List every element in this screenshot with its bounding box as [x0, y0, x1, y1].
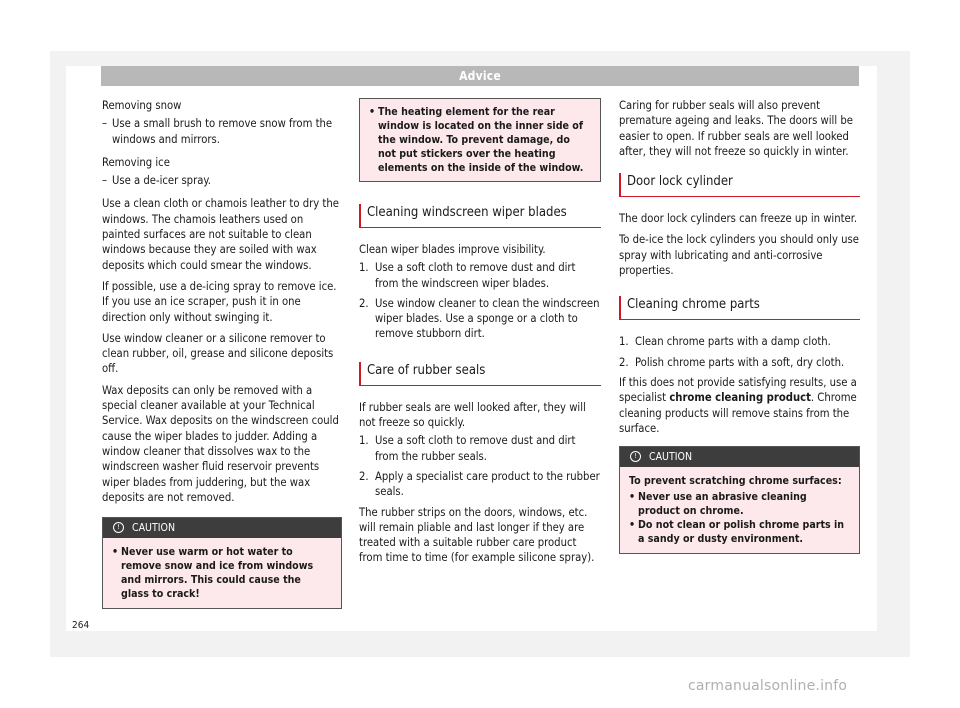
step-item: 2. Apply a specialist care product to the rubber seals. [359, 469, 600, 499]
heading-rule [619, 319, 860, 320]
step-item: 2. Polish chrome parts with a soft, dry cloth. [619, 355, 845, 369]
dash-marker: – [102, 117, 108, 131]
paragraph: Caring for rubber seals will also prevent premature ageing and leaks. The doors will be easier to open. If rubber seals are well looked after, they will not freeze so quickly in winter. [619, 99, 853, 158]
section-heading-lock: Door lock cylinder [619, 173, 860, 197]
caution-icon: ! [113, 522, 124, 533]
heading-rule [359, 227, 601, 228]
caution-header: ! CAUTION [620, 447, 859, 467]
heading-removing-snow: Removing snow [102, 99, 182, 112]
step-item: 1. Clean chrome parts with a damp cloth. [619, 335, 831, 349]
caution-intro: To prevent scratching chrome surfaces: [629, 475, 842, 488]
caution-box [619, 446, 860, 554]
paragraph: To de-ice the lock cylinders you should only use spray with lubricating and anti-corrosive properties. [619, 233, 859, 278]
heading-accent-bar [359, 362, 361, 386]
paragraph: If possible, use a de-icing spray to remove ice. If you use an ice scraper, push it in one direction only without swinging it. [102, 279, 337, 324]
watermark: carmanualsonline.info [688, 678, 848, 694]
paragraph: If this does not provide satisfying results, use a specialist chrome cleaning product. Chrome cleaning products will remove stains from the surface. [619, 375, 857, 435]
caution-icon: ! [630, 451, 641, 462]
step-item: 1. Use a soft cloth to remove dust and dirt from the rubber seals. [359, 434, 576, 463]
paragraph: The rubber strips on the doors, windows, etc. will remain pliable and last longer if they are treated with a suitable rubber care product from time to time (for example silicone spray). [359, 505, 595, 565]
step-number: 1. [619, 335, 629, 349]
list-item: – Use a de-icer spray. [102, 174, 211, 188]
paragraph: Clean wiper blades improve visibility. [359, 243, 546, 256]
column-2 [359, 98, 601, 572]
heading-accent-bar [619, 173, 621, 197]
column-3 [619, 98, 860, 554]
step-item: 2. Use window cleaner to clean the windscreen wiper blades. Use a sponge or a cloth to remove stubborn dirt. [359, 296, 600, 341]
paragraph: If rubber seals are well looked after, they will not freeze so quickly. [359, 400, 586, 430]
step-number: 2. [359, 469, 369, 483]
step-number: 2. [619, 355, 629, 369]
heading-accent-bar [359, 204, 361, 228]
caution-header: ! CAUTION [103, 518, 341, 538]
step-number: 2. [359, 296, 369, 310]
section-heading-chrome: Cleaning chrome parts [619, 296, 860, 320]
emphasis: chrome cleaning product [669, 391, 811, 405]
paragraph: The door lock cylinders can freeze up in winter. [619, 212, 858, 226]
bullet-icon: • [369, 106, 376, 118]
list-item: • Never use an abrasive cleaning product on chrome. [629, 491, 807, 518]
section-header: Advice [101, 66, 859, 86]
step-number: 1. [359, 434, 369, 448]
paragraph: Wax deposits can only be removed with a special cleaner available at your Technical Service. Wax deposits on the windscreen could cause the wiper blades to judder. Adding a window cleaner that dissolves wax to the windscreen washer fluid reservoir prevents wiper blades from juddering, but the wax deposits are not removed. [102, 383, 339, 504]
step-item: 1. Use a soft cloth to remove dust and dirt from the windscreen wiper blades. [359, 261, 576, 290]
heading-rule [359, 385, 601, 386]
step-number: 1. [359, 261, 369, 275]
paragraph: Use a clean cloth or chamois leather to dry the windows. The chamois leathers used on painted surfaces are not suitable to clean windows because they are soiled with wax deposits which could smear the windows. [102, 197, 339, 272]
dash-marker: – [102, 174, 108, 188]
list-item: • Never use warm or hot water to remove snow and ice from windows and mirrors. This could cause the glass to crack! [112, 546, 314, 601]
bullet-icon: • [629, 491, 636, 504]
page-number: 264 [72, 620, 90, 631]
bullet-icon: • [112, 546, 119, 559]
list-item: – Use a small brush to remove snow from the windows and mirrors. [102, 117, 333, 146]
caution-body [620, 467, 859, 553]
caution-body [103, 538, 341, 608]
list-item: • Do not clean or polish chrome parts in a sandy or dusty environment. [629, 519, 845, 546]
paragraph: Use window cleaner or a silicone remover to clean rubber, oil, grease and silicone deposits off. [102, 331, 334, 376]
section-heading-wiper: Cleaning windscreen wiper blades [359, 204, 601, 228]
section-heading-rubber: Care of rubber seals [359, 362, 601, 386]
caution-box [102, 517, 342, 609]
column-1 [102, 98, 342, 609]
heading-accent-bar [619, 296, 621, 320]
bullet-icon: • [629, 519, 636, 532]
heading-removing-ice: Removing ice [102, 155, 170, 169]
heading-rule [619, 196, 860, 197]
notice-box: • The heating element for the rear window is located on the inner side of the window. To prevent damage, do not put stickers over the heating elements on the inside of the window. [359, 98, 601, 182]
